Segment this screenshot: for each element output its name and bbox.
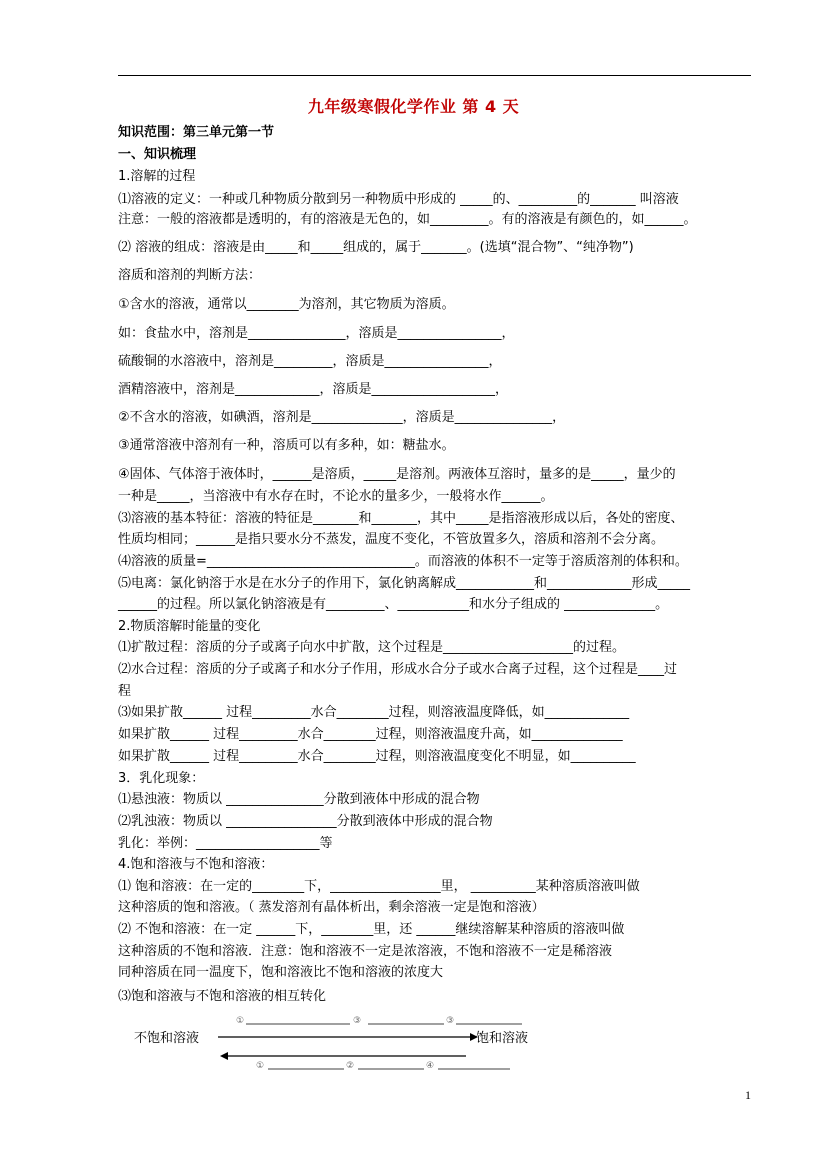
text-line: ③通常溶液中溶剂有一种，溶质可以有多种，如：糖盐水。 [118, 438, 455, 453]
text-line: 这种溶质的饱和溶液。（ 蒸发溶剂有晶体析出，剩余溶液一定是饱和溶液） [118, 900, 545, 915]
header-rule [118, 75, 751, 76]
text-line: ⑸电离：氯化钠溶于水是在水分子的作用下，氯化钠离解成____________和_____________形成_____ [118, 576, 691, 591]
text-line: ⑴悬浊液：物质以 _______________分散到液体中形成的混合物 [118, 792, 480, 807]
text-line: ⑴ 饱和溶液：在一定的________下，_________________里， __________某种溶质溶液叫做 [118, 879, 640, 894]
text-line: 3．乳化现象： [118, 771, 205, 786]
text-line: ④固体、气体溶于液体时，______是溶质，_____是溶剂。两液体互溶时，量多的是_____，量少的 [118, 467, 676, 482]
text-line: 如果扩散______ 过程_________水合________过程，则溶液温度升高，如______________ [118, 727, 623, 742]
text-line: 同种溶质在同一温度下，饱和溶液比不饱和溶液的浓度大 [118, 965, 444, 980]
conversion-diagram [118, 1010, 578, 1075]
text-line: ⑴扩散过程：溶质的分子或离子向水中扩散，这个过程是____________________的过程。 [118, 640, 626, 655]
page-title: 九年级寒假化学作业 第 4 天 [307, 97, 520, 116]
text-line: 硫酸铜的水溶液中，溶剂是_________，溶质是________________， [118, 354, 502, 369]
section-heading: 一、知识梳理 [118, 147, 197, 162]
text-line: ⑴溶液的定义：一种或几种物质分散到另一种物质中形成的 _____的、_________的_______ 叫溶液 [118, 192, 679, 207]
text-line: 乳化：举例：___________________等 [118, 836, 333, 851]
text-line: ⑶饱和溶液与不饱和溶液的相互转化 [118, 989, 327, 1004]
text-line: 如果扩散______ 过程_________水合________过程，则溶液温度变化不明显，如__________ [118, 749, 636, 764]
text-line: ⑶如果扩散______ 过程_________水合________过程，则溶液温度降低，如_____________ [118, 705, 630, 720]
text-line: 性质均相同；______是指只要水分不蒸发，温度不变化，不管放置多久，溶质和溶剂不会分离。 [118, 532, 665, 547]
text-line: 这种溶质的不饱和溶液．注意：饱和溶液不一定是浓溶液，不饱和溶液不一定是稀溶液 [118, 944, 613, 959]
text-line: 一种是_____，当溶液中有水存在时，不论水的量多少，一般将水作______。 [118, 489, 554, 504]
text-line: ⑷溶液的质量=________________________________。而溶液的体积不一定等于溶质溶剂的体积和。 [118, 554, 688, 569]
text-line: ⑵ 溶液的组成：溶液是由_____和_____组成的，属于_______。(选填“混合物”、“纯净物”) [118, 240, 634, 255]
text-line: 4.饱和溶液与不饱和溶液： [118, 857, 274, 872]
text-line: 1.溶解的过程 [118, 169, 196, 184]
mark: ③ [446, 1016, 455, 1026]
text-line: 如：食盐水中，溶剂是_______________，溶质是________________， [118, 326, 515, 341]
text-line: ______的过程。所以氯化钠溶液是有_________、___________和水分子组成的 ______________。 [118, 597, 669, 612]
text-line: ⑵ 不饱和溶液：在一定 ______下，________里，还 ______继续溶解某种溶质的溶液叫做 [118, 922, 625, 937]
text-line: ⑵乳浊液：物质以 _________________分散到液体中形成的混合物 [118, 814, 493, 829]
text-line: ⑵水合过程：溶质的分子或离子和水分子作用，形成水合分子或水合离子过程，这个过程是____过 [118, 662, 678, 677]
mark: ④ [426, 1061, 435, 1071]
text-line: 溶质和溶剂的判断方法： [118, 268, 262, 283]
unsaturated-label: 不饱和溶液 [134, 1031, 200, 1046]
page-number: 1 [745, 1088, 751, 1102]
scope-line: 知识范围：第三单元第一节 [118, 125, 275, 140]
mark: ① [256, 1061, 265, 1071]
saturated-label: 饱和溶液 [476, 1031, 529, 1046]
mark: ② [346, 1061, 355, 1071]
text-line: 注意：一般的溶液都是透明的，有的溶液是无色的，如_________。有的溶液是有颜色的，如______。 [118, 212, 697, 227]
text-line: ⑶溶液的基本特征：溶液的特征是_______和_______，其中_____是指溶液形成以后，各处的密度、 [118, 511, 684, 526]
text-line: 程 [118, 684, 132, 699]
mark: ① [236, 1016, 245, 1026]
mark: ③ [353, 1016, 362, 1026]
text-line: 酒精溶液中，溶剂是_____________，溶质是___________________， [118, 382, 509, 397]
text-line: 2.物质溶解时能量的变化 [118, 619, 261, 634]
text-line: ①含水的溶液，通常以________为溶剂，其它物质为溶质。 [118, 297, 455, 312]
backward-arrowhead [220, 1052, 228, 1060]
text-line: ②不含水的溶液，如碘酒，溶剂是______________，溶质是_______________， [118, 410, 566, 425]
